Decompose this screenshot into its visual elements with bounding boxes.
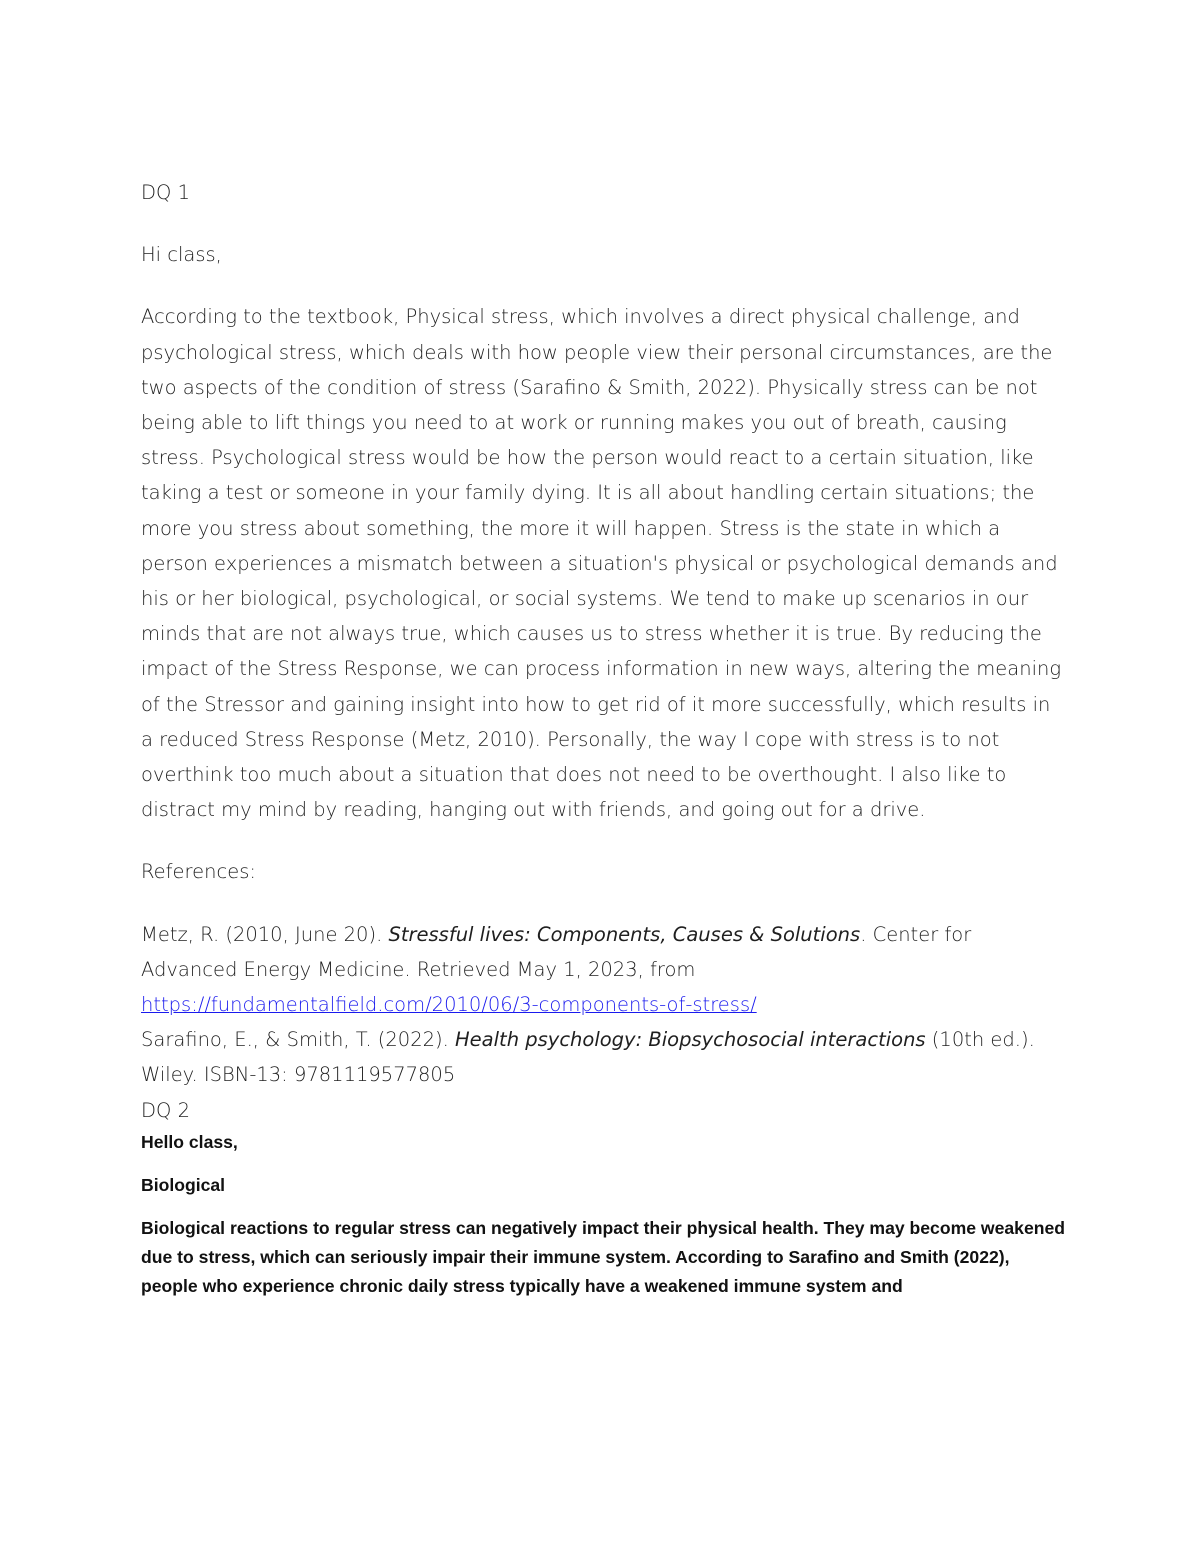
- dq1-greeting: Hi class,: [141, 243, 222, 267]
- ref2-suffix: (10th ed.). Wiley. ISBN-13: 9781119577805: [141, 1028, 1035, 1087]
- dq2-greeting: Hello class,: [141, 1131, 238, 1152]
- references-heading: References:: [141, 860, 256, 884]
- ref1-title: Stressful lives: Components, Causes & Solutions: [388, 922, 861, 946]
- document-content: [141, 175, 1066, 1301]
- reference-metz: [141, 917, 1066, 1023]
- ref2-prefix: Sarafino, E., & Smith, T. (2022).: [141, 1028, 456, 1052]
- ref2-title: Health psychology: Biopsychosocial interactions: [455, 1028, 926, 1052]
- dq2-body-paragraph: Biological reactions to regular stress can negatively impact their physical health. They may become weakened due to stress, which can seriously impair their immune system. According to Sarafino and Smith (2022), people who experience chronic daily stress typically have a weakened immune system and: [141, 1217, 1066, 1296]
- dq1-section: [141, 175, 1066, 1128]
- ref1-url-link[interactable]: https://fundamentalfield.com/2010/06/3-components-of-stress/: [141, 993, 757, 1017]
- ref1-suffix: . Center for Advanced Energy Medicine. Retrieved May 1, 2023, from: [141, 922, 972, 981]
- dq2-heading-biological: Biological: [141, 1174, 226, 1195]
- reference-sarafino: [141, 1022, 1066, 1092]
- dq2-section: [141, 1128, 1066, 1301]
- ref1-prefix: Metz, R. (2010, June 20).: [141, 922, 389, 946]
- dq2-title: DQ 2: [141, 1098, 190, 1122]
- dq1-body-paragraph: According to the textbook, Physical stress, which involves a direct physical challenge, and psychological stress, which deals with how people view their personal circumstances, are the two aspects of the condition of stress (Sarafino & Smith, 2022). Physically stress can be not being able to lift things you need to at work or running makes you out of breath, causing stress. Psychological stress would be how the person would react to a certain situation, like taking a test or someone in your family dying. It is all about handling certain situations; the more you stress about something, the more it will happen. Stress is the state in which a person experiences a mismatch between a situation's physical or psychological demands and his or her biological, psychological, or social systems. We tend to make up scenarios in our minds that are not always true, which causes us to stress whether it is true. By reducing the impact of the Stress Response, we can process information in new ways, altering the meaning of the Stressor and gaining insight into how to get rid of it more successfully, which results in a reduced Stress Response (Metz, 2010). Personally, the way I cope with stress is to not overthink too much about a situation that does not need to be overthought. I also like to distract my mind by reading, hanging out with friends, and going out for a drive.: [141, 305, 1062, 822]
- dq1-title: DQ 1: [141, 181, 190, 204]
